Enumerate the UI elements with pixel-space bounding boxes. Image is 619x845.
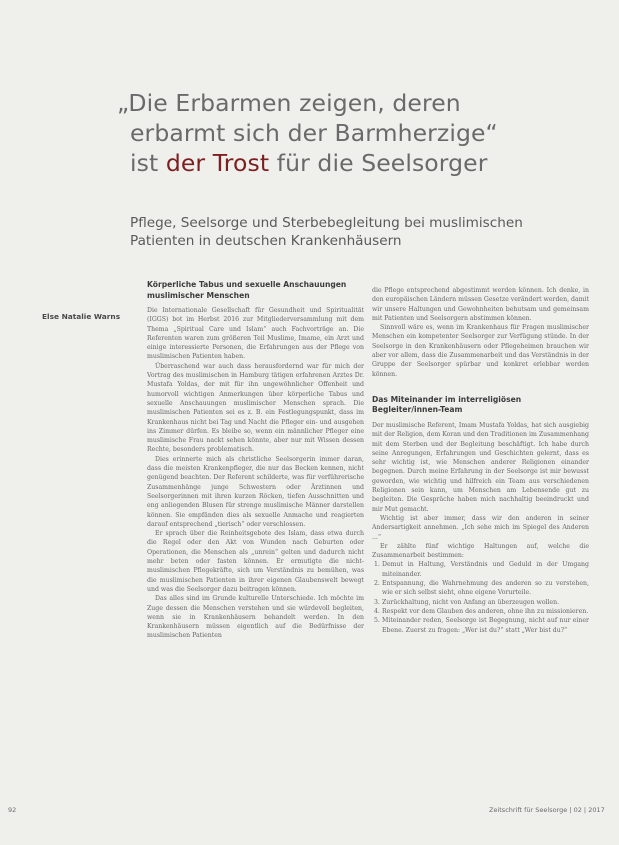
list-item: 4. Respekt vor dem Glauben des anderen, ohne ihn zu missionieren. xyxy=(374,607,589,615)
paragraph: Dies erinnerte mich als christliche Seelsorgerin immer daran, dass die meisten Krankenpfleger, die nur das Becken kennen, nicht genügend beachten. Der Referent schilderte, was für verführerische Zusammenhänge junge Schwestern oder Ärztinnen und Seelsorgerinnen mit ihren kurzen Röcken, tiefen Ausschnitten und eng anliegenden Blusen für strenge muslimische Männer darstellen können. Sie empfänden dies als sexuelle Anmache und reagierten darauf entsprechend „tierisch“ oder verschlossen. xyxy=(147,455,364,528)
title-accent: der Trost xyxy=(165,149,270,177)
journal-footer: Zeitschrift für Seelsorge | 02 | 2017 xyxy=(489,806,605,814)
paragraph: die Pflege entsprechend abgestimmt werden können. Ich denke, in den europäischen Ländern müssen Gesetze verändert werden, damit wir unsere Haltungen und Gewohnheiten behutsam und gemeinsam mit Patienten und Seelsorgern abstimmen können. xyxy=(372,287,589,322)
title-line-1: „Die Erbarmen zeigen, deren xyxy=(117,89,461,117)
right-column xyxy=(372,286,589,635)
section-heading-body-taboos: Körperliche Tabus und sexuelle Anschauungen muslimischer Menschen xyxy=(147,280,347,300)
paragraph: Er sprach über die Reinheitsgebote des Islam, dass etwa durch die Regel oder den Akt von Wunden nach Geburten oder Operationen, die Menschen als „unrein“ gelten und dadurch nicht mehr beten oder fasten können. Er ermutigte die nicht-muslimischen Pflegekräfte, sich um Verständnis zu bemühen, was die muslimischen Patienten in ihrer eigenen Glaubenswelt bewegt und was die Seelsorger dazu beitragen können. xyxy=(147,530,364,593)
paragraph: Sinnvoll wäre es, wenn im Krankenhaus für Fragen muslimischer Menschen ein kompetenter Seelsorger zur Verfügung stünde. In der Seelsorge in den Krankenhäusern oder Pflegeheimen brauchen wir aber vor allem, dass die Zusammenarbeit und das Verständnis in der Gruppe der Seelsorger spürbar und konkret erlebbar werden können. xyxy=(372,324,589,378)
paragraph: Das alles sind im Grunde kulturelle Unterschiede. Ich möchte im Zuge dessen die Menschen verstehen und sie würdevoll begleiten, wenn sie in Krankenhäusern behandelt werden. In den Krankenhäusern müssen eigentlich auf die Bedürfnisse der muslimischen Patienten xyxy=(147,595,364,640)
list-item: 2. Entspannung, die Wahrnehmung des anderen so zu verstehen, wie er sich selbst sieht, ohne eigene Vorurteile. xyxy=(374,580,589,597)
paragraph: Der muslimische Referent, Imam Mustafa Yoldas, hat sich ausgiebig mit der Religion, dem Koran und den Traditionen im Zusammenhang mit dem Sterben und der Begleitung beschäftigt. Ich habe durch seine Anregungen, Erfahrungen und Geschichten gelernt, dass es sehr wichtig ist, wie Menschen anderer Religionen einander begegnen. Durch meine Erfahrung in der Seelsorge ist mir bewusst geworden, wie wichtig und hilfreich ein Team aus verschiedenen Religionen sein kann, um Menschen am Lebensende gut zu begleiten. Die Gespräche haben mich nachhaltig beeindruckt und mir Mut gemacht. xyxy=(372,421,589,513)
paragraph: Die Internationale Gesellschaft für Gesundheit und Spiritualität (IGGS) bot im Herbst 2016 zur Mitgliederversammlung mit dem Thema „Spiritual Care und Islam“ auch Fachvorträge an. Die Referenten waren zum größeren Teil Muslime, Imame, ein Arzt und einige interessierte Personen, die Erfahrungen aus der Pflege von muslimischen Patienten haben. xyxy=(147,307,364,361)
title-line-3 xyxy=(117,148,597,178)
subtitle-line-1: Pflege, Seelsorge und Sterbebegleitung bei muslimischen xyxy=(130,215,523,231)
title-line-2: erbarmt sich der Barmherzige“ xyxy=(130,119,498,147)
paragraph: Wichtig ist aber immer, dass wir den anderen in seiner Andersartigkeit annehmen. „Ich sehe mich im Spiegel des Anderen ...“ xyxy=(372,514,589,541)
paragraph: Er zählte fünf wichtige Haltungen auf, welche die Zusammenarbeit bestimmen: xyxy=(372,542,589,560)
list-item: 3. Zurückhaltung, nicht von Anfang an überzeugen wollen. xyxy=(374,598,560,606)
author-name: Else Natalie Warns xyxy=(42,312,121,321)
list-item: 1. Demut in Haltung, Verständnis und Geduld in der Umgang miteinander. xyxy=(374,561,589,578)
list-item: 5. Miteinander reden, Seelsorge ist Begegnung, nicht auf nur einer Ebene. Zuerst zu fragen: „Wer ist du?“ statt „Wer bist du?“ xyxy=(374,617,589,634)
page-number: 92 xyxy=(8,806,17,814)
subtitle-line-2: Patienten in deutschen Krankenhäusern xyxy=(130,233,402,249)
article-title xyxy=(117,88,597,178)
paragraph: Überraschend war auch dass herausfordernd war für mich der Vortrag des muslimischen in Hamburg tätigen erfahrenen Arztes Dr. Mustafa Yoldas, der mit für ihn ungewöhnlicher Offenheit und humorvoll wichtigen Anmerkungen über körperliche Tabus und sexuelle Anschauungen muslimischer Menschen sprach. Die muslimischen Patienten sei es z. B. ein Festlegungspunkt, dass im Krankenhaus nicht bei Tag und Nacht die Pfleger ein- und ausgehen ins Zimmer dürfen. Es bleibe so, wenn ein männlicher Pfleger eine muslimische Frau nackt sehen könnte, aber nur mit Wissen dessen Rechte, besonders problematisch. xyxy=(147,362,364,454)
left-column xyxy=(147,280,364,641)
section-heading-team: Das Miteinander im interreligiösen Begleiter/innen-Team xyxy=(372,394,522,415)
article-subtitle xyxy=(130,214,600,250)
title-line-3-start: ist xyxy=(130,149,166,177)
attitudes-list xyxy=(372,560,589,634)
title-line-3-end: für die Seelsorger xyxy=(269,149,488,177)
